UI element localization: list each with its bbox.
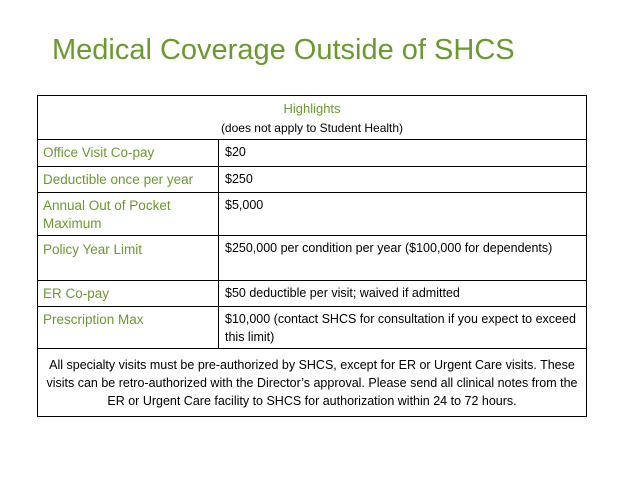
row-value: $10,000 (contact SHCS for consultation if you expect to exceed this limit) (219, 307, 587, 349)
row-label: Deductible once per year (38, 167, 219, 193)
table-header: Highlights (283, 101, 341, 116)
row-value: $20 (219, 140, 587, 167)
table-header-row (38, 96, 587, 140)
row-value: $50 deductible per visit; waived if admitted (219, 281, 587, 307)
page-title: Medical Coverage Outside of SHCS (52, 34, 515, 66)
table-row (38, 236, 587, 281)
row-label: Office Visit Co-pay (38, 140, 219, 167)
table-footnote-row (38, 349, 587, 417)
table-row (38, 307, 587, 349)
table-row (38, 140, 587, 167)
row-value: $250 (219, 167, 587, 193)
row-label: Annual Out of Pocket Maximum (38, 193, 219, 236)
row-label: Prescription Max (38, 307, 219, 349)
coverage-table (37, 95, 587, 417)
row-label: Policy Year Limit (38, 236, 219, 281)
table-footnote: All specialty visits must be pre-authorized by SHCS, except for ER or Urgent Care visits. These visits can be retro-authorized with the Director’s approval. Please send all clinical notes from the ER or Urgent Care facility to SHCS for authorization within 24 to 72 hours. (38, 349, 587, 417)
row-value: $250,000 per condition per year ($100,000 for dependents) (219, 236, 587, 281)
row-value: $5,000 (219, 193, 587, 236)
table-header-cell (38, 96, 587, 140)
table-subheader: (does not apply to Student Health) (220, 121, 404, 135)
table-row (38, 193, 587, 236)
table-row (38, 281, 587, 307)
row-label: ER Co-pay (38, 281, 219, 307)
table-row (38, 167, 587, 193)
